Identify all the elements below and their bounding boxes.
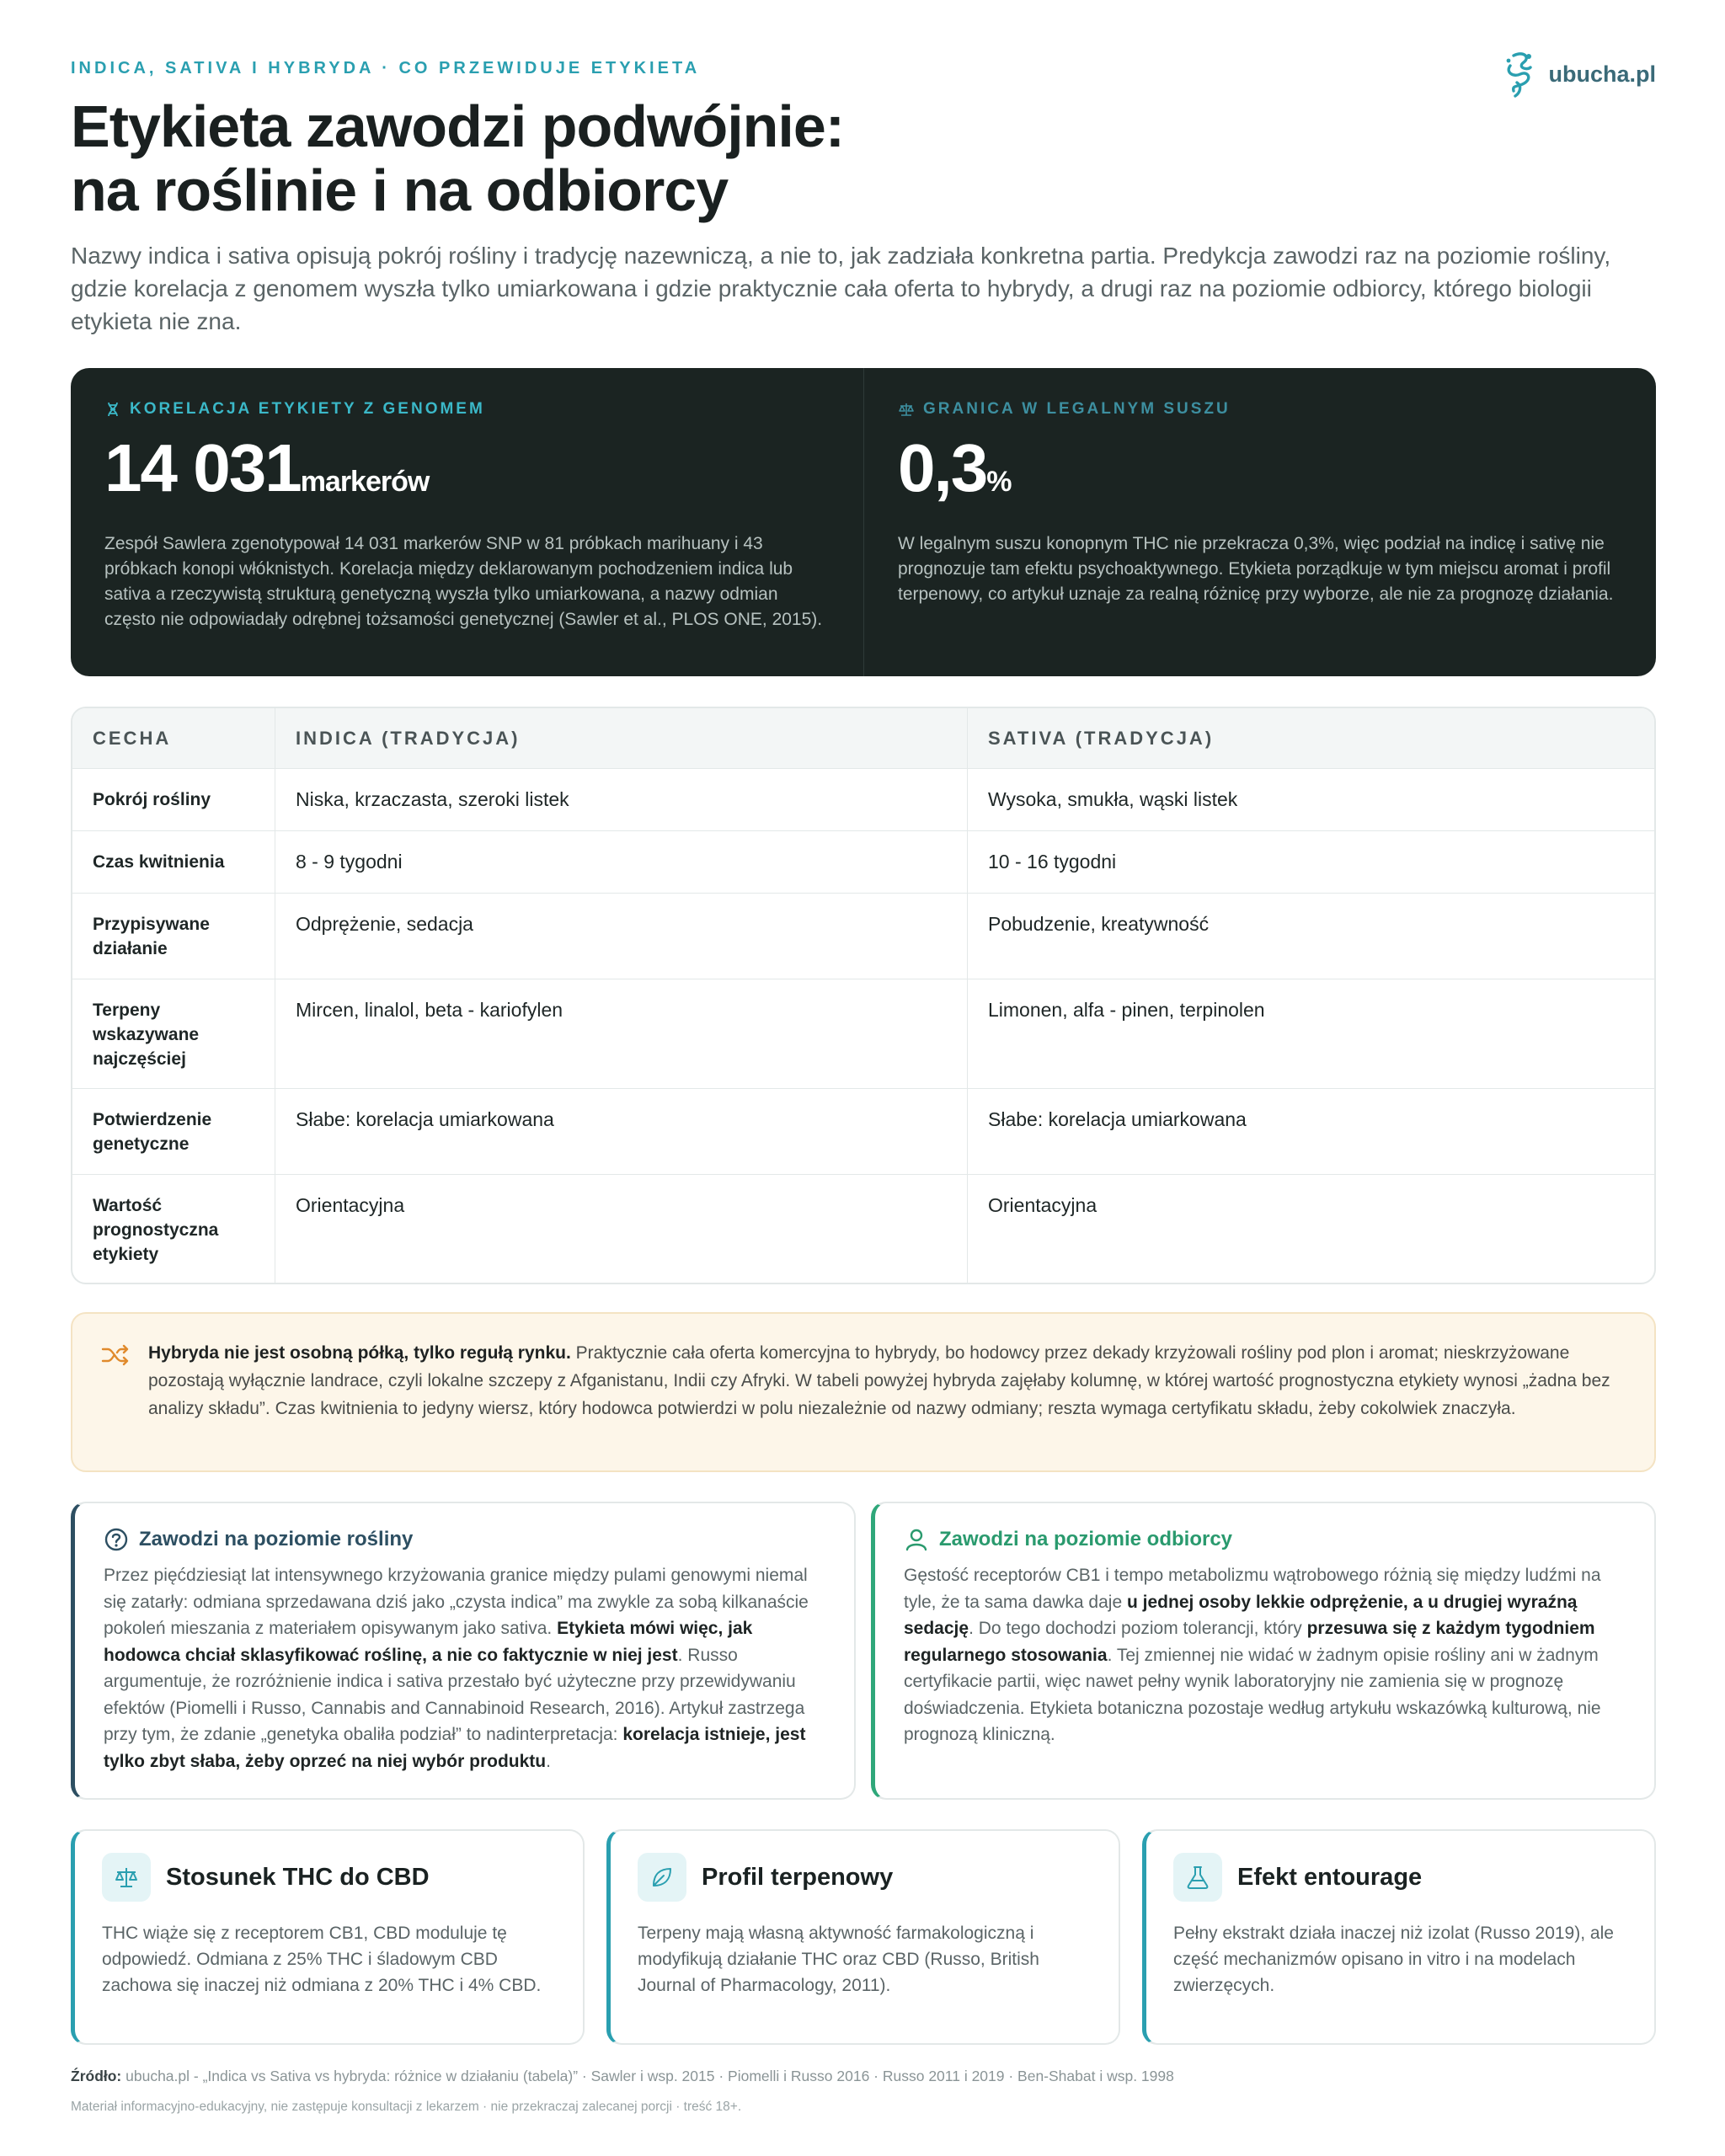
table-row (72, 1089, 1654, 1175)
row-label: Potwierdzenie genetyczne (72, 1089, 275, 1175)
row-label: Czas kwitnienia (72, 831, 275, 894)
stat-label: GRANICA W LEGALNYM SUSZU (898, 400, 1622, 419)
table-row (72, 1175, 1654, 1283)
scale-icon (113, 1864, 140, 1891)
table-row (72, 894, 1654, 979)
shuffle-icon (101, 1344, 130, 1366)
card-heading: Efekt entourage (1173, 1853, 1627, 1902)
card-body: THC wiąże się z receptorem CB1, CBD moduluje tę odpowiedź. Odmiana z 25% THC i śladowym CBD zachowa się inaczej niż odmiana z 20% THC i 4% CBD. (102, 1924, 542, 1995)
title-line-1: Etykieta zawodzi podwójnie: (71, 93, 845, 159)
card-body: Gęstość receptorów CB1 i tempo metabolizmu wątrobowego różnią się między ludźmi na tyle, że ta sama dawka daje u jednej osoby lekkie odprężenie, a u drugiej wyraźną sedację. Do tego dochodzi poziom tolerancji, który przesuwa się z każdym tygodniem regularnego stosowania. Tej zmiennej nie widać w żadnym opisie rośliny ani w żadnym certyfikacie partii, więc nawet pełny wynik laboratoryjny nie zamienia się w prognozę doświadczenia. Etykieta botaniczna pozostaje według artykułu wskazówką kulturową, nie prognozą kliniczną. (904, 1566, 1601, 1744)
stat-label: KORELACJA ETYKIETY Z GENOMEM (104, 400, 830, 419)
table-cell: Odprężenie, sedacja (275, 894, 967, 979)
hybrid-callout (71, 1312, 1656, 1472)
stat-value: 0,3% (898, 430, 1012, 505)
table-row (72, 769, 1654, 831)
table-cell: Limonen, alfa - pinen, terpinolen (967, 979, 1654, 1089)
table-cell: 8 - 9 tygodni (275, 831, 967, 894)
table-cell: Słabe: korelacja umiarkowana (967, 1089, 1654, 1175)
table-cell: Niska, krzaczasta, szeroki listek (275, 769, 967, 831)
stat-genome-correlation (71, 368, 863, 676)
row-label: Terpeny wskazywane najczęściej (72, 979, 275, 1089)
question-circle-icon (104, 1527, 129, 1552)
table-cell: Mircen, linalol, beta - kariofylen (275, 979, 967, 1089)
factor-card-entourage (1142, 1829, 1656, 2045)
stat-description: W legalnym suszu konopnym THC nie przekracza 0,3%, więc podział na indicę i sativę nie prognozuje tam efektu psychoaktywnego. Etykieta porządkuje w tym miejscu aromat i profil terpenowy, co artykuł uznaje za realną różnicę przy wyborze, ale nie za prognozę działania. (898, 534, 1614, 604)
table-row (72, 831, 1654, 894)
card-heading: Stosunek THC do CBD (102, 1853, 556, 1902)
dna-icon (104, 401, 121, 418)
plant-level-card (71, 1502, 856, 1800)
row-label: Pokrój rośliny (72, 769, 275, 831)
brand-logo[interactable] (1502, 49, 1657, 99)
leaf-icon (649, 1864, 676, 1891)
table-cell: Wysoka, smukła, wąski listek (967, 769, 1654, 831)
card-heading: Zawodzi na poziomie rośliny (104, 1527, 825, 1552)
logo-text: ubucha.pl (1548, 61, 1656, 87)
stat-description: Zespół Sawlera zgenotypował 14 031 markerów SNP w 81 próbkach marihuany i 43 próbkach konopi włóknistych. Korelacja między deklarowanym pochodzeniem indica lub sativa a rzeczywistą strukturą genetyczną wyszła tylko umiarkowana, a nazwy odmian często nie odpowiadały odrębnej tożsamości genetycznej (Sawler et al., PLOS ONE, 2015). (104, 534, 823, 629)
card-body: Terpeny mają własną aktywność farmakologiczną i modyfikują działanie THC oraz CBD (Russo, British Journal of Pharmacology, 2011). (638, 1924, 1039, 1995)
table-cell: Pobudzenie, kreatywność (967, 894, 1654, 979)
card-heading: Profil terpenowy (638, 1853, 1092, 1902)
scale-icon (898, 401, 915, 418)
title-line-2: na roślinie i na odbiorcy (71, 157, 729, 223)
disclaimer: Materiał informacyjno-edukacyjny, nie zastępuje konsultacji z lekarzem · nie przekraczaj zalecanej porcji · treść 18+. (71, 2100, 742, 2114)
factor-card-terpenes (606, 1829, 1120, 2045)
stat-legal-limit (863, 368, 1656, 676)
column-header: SATIVA (TRADYCJA) (967, 708, 1654, 769)
table-row (72, 979, 1654, 1089)
lead-paragraph: Nazwy indica i sativa opisują pokrój rośliny i tradycję nazewniczą, a nie to, jak zadziała konkretna partia. Predykcja zawodzi raz na poziomie rośliny, gdzie korelacja z genomem wyszła tylko umiarkowana i gdzie praktycznie cała oferta to hybrydy, a drugi raz na poziomie odbiorcy, którego biologii etykieta nie zna. (71, 243, 1611, 334)
callout-text: Hybryda nie jest osobną półką, tylko regułą rynku. Praktycznie cała oferta komercyjna to hybrydy, bo hodowcy przez dekady krzyżowali rośliny pod plon i aromat; nieskrzyżowane pozostają wyłącznie landrace, czyli lokalne szczepy z Afganistanu, Indii czy Afryki. W tabeli powyżej hybryda zajęłaby kolumnę, w której wartość prognostyczna etykiety wynosi „żadna bez analizy składu”. Czas kwitnienia to jedyny wiersz, który hodowca potwierdzi w polu niezależnie od nazwy odmiany; reszta wymaga certyfikatu składu, żeby cokolwiek znaczyła. (148, 1343, 1610, 1418)
column-header: CECHA (72, 708, 275, 769)
card-body: Pełny ekstrakt działa inaczej niż izolat (Russo 2019), ale część mechanizmów opisano in vitro i na modelach zwierzęcych. (1173, 1924, 1614, 1995)
table-header-row (72, 708, 1654, 769)
card-heading: Zawodzi na poziomie odbiorcy (904, 1527, 1626, 1552)
table-cell: Orientacyjna (967, 1175, 1654, 1283)
row-label: Przypisywane działanie (72, 894, 275, 979)
row-label: Wartość prognostyczna etykiety (93, 1196, 219, 1264)
logo-mark-icon (1502, 49, 1539, 99)
user-level-card (871, 1502, 1656, 1800)
eyebrow: INDICA, SATIVA I HYBRYDA · CO PRZEWIDUJE ETYKIETA (71, 59, 701, 77)
table-cell: Orientacyjna (275, 1175, 967, 1283)
table-cell: Słabe: korelacja umiarkowana (275, 1089, 967, 1175)
stats-panel (71, 368, 1656, 676)
flask-icon (1184, 1864, 1211, 1891)
page-title (71, 94, 844, 222)
source-line: Źródło: ubucha.pl - „Indica vs Sativa vs hybryda: różnice w działaniu (tabela)” · Sawler i wsp. 2015 · Piomelli i Russo 2016 · Russo 2011 i 2019 · Ben-Shabat i wsp. 1998 (71, 2068, 1174, 2084)
comparison-table (71, 707, 1656, 1284)
table-cell: 10 - 16 tygodni (967, 831, 1654, 894)
stat-value: 14 031markerów (104, 430, 430, 505)
column-header: INDICA (TRADYCJA) (275, 708, 967, 769)
card-body: Przez pięćdziesiąt lat intensywnego krzyżowania granice między pulami genowymi niemal się zatarły: odmiana sprzedawana dziś jako „czysta indica” ma zwykle za sobą kilkanaście pokoleń mieszania z materiałem opisywanym jako sativa. Etykieta mówi więc, jak hodowca chciał sklasyfikować roślinę, a nie co faktycznie w niej jest. Russo argumentuje, że rozróżnienie indica i sativa przestało być użyteczne przy przewidywaniu efektów (Piomelli i Russo, Cannabis and Cannabinoid Research, 2016). Artykuł zastrzega przy tym, że zdanie „genetyka obaliła podział” to nadinterpretacja: korelacja istnieje, jest tylko zbyt słaba, żeby oprzeć na niej wybór produktu. (104, 1566, 809, 1771)
user-icon (904, 1527, 929, 1552)
factor-card-thc-cbd (71, 1829, 585, 2045)
